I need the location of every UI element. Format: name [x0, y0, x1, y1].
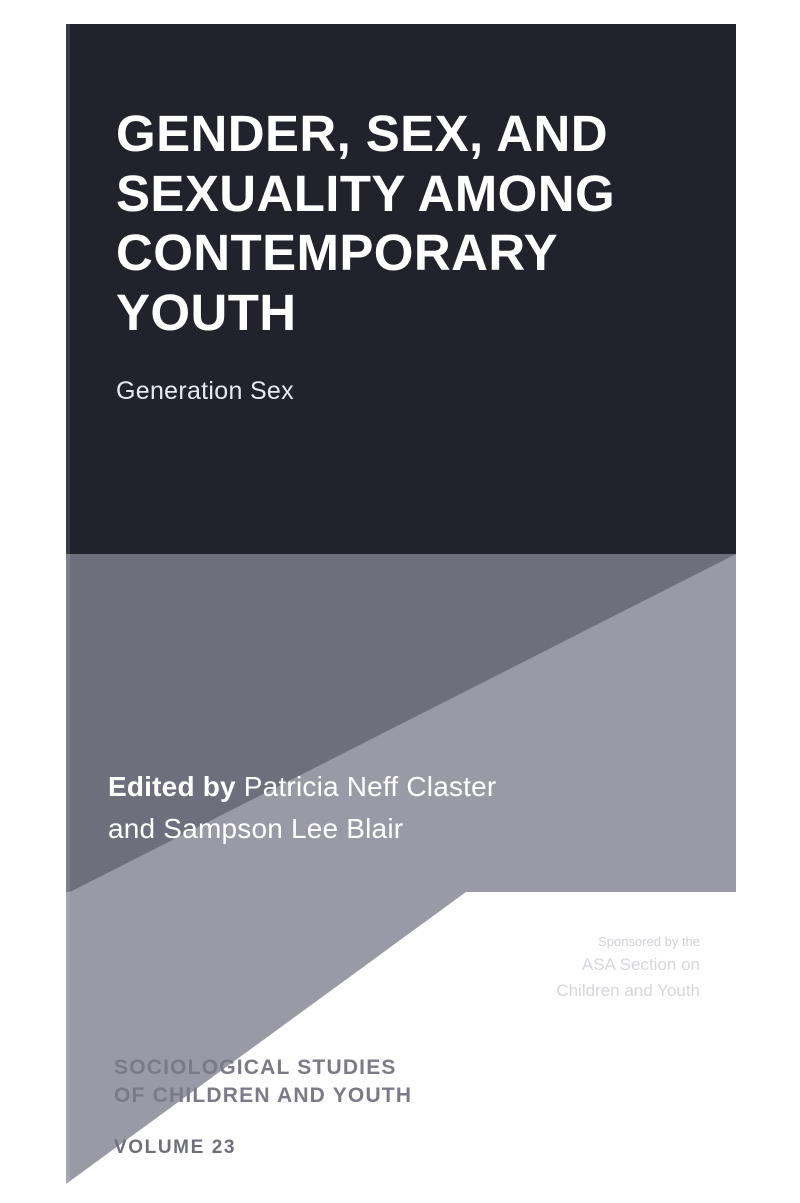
sponsor-name-line1: ASA Section on	[581, 955, 700, 975]
title-block	[116, 104, 686, 406]
series-title-line1: SOCIOLOGICAL STUDIES	[114, 1056, 397, 1079]
series-title	[114, 1054, 674, 1111]
spine-highlight	[66, 24, 70, 1184]
editor-name-primary: Patricia Neff Claster	[243, 771, 497, 802]
editors-lead-label: Edited by	[108, 771, 244, 802]
book-subtitle: Generation Sex	[116, 376, 294, 405]
sponsor-credit	[400, 932, 700, 1005]
volume-label: VOLUME 23	[114, 1137, 237, 1158]
book-title: GENDER, SEX, AND SEXUALITY AMONG CONTEMPORARY YOUTH	[116, 105, 616, 341]
editors-credit	[108, 766, 698, 850]
book-cover	[66, 24, 736, 1184]
editor-name-secondary: and Sampson Lee Blair	[108, 813, 404, 844]
sponsor-lead-label: Sponsored by the	[598, 934, 700, 949]
sponsor-name-line2: Children and Youth	[556, 981, 700, 1001]
series-title-line2: OF CHILDREN AND YOUTH	[114, 1084, 413, 1108]
